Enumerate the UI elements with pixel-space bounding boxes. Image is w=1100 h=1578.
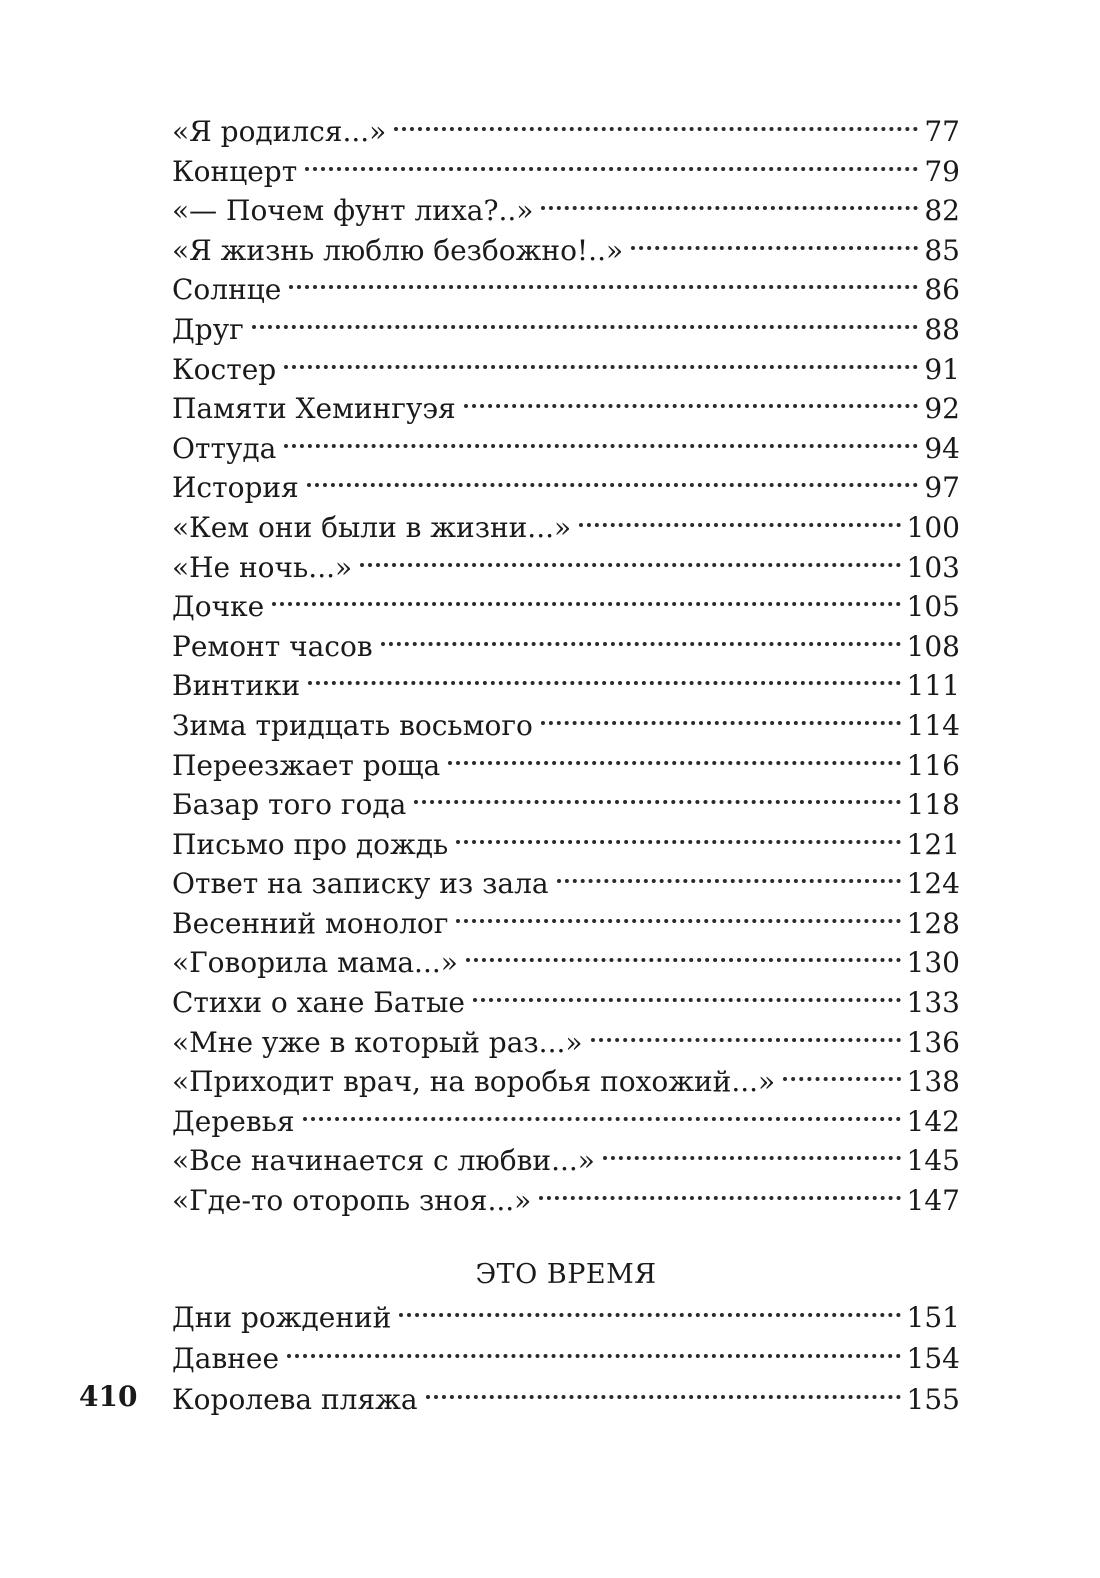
toc-entry-title: «Где-то оторопь зноя...» [172,1184,532,1218]
toc-entry-title: Деревья [172,1104,295,1138]
toc-entry [172,1377,960,1418]
page-number: 410 [79,1380,138,1413]
toc-entry-page: 92 [924,392,960,426]
toc-entry-page: 121 [906,827,960,861]
toc-entry-title: Ремонт часов [172,629,373,663]
toc-entry-title: Базар того года [172,788,407,822]
toc-entry-title: Весенний монолог [172,906,449,940]
toc-entry-page: 114 [906,708,960,742]
toc-entry-page: 133 [906,986,960,1020]
toc-entry-title: «Говорила мама...» [172,946,458,980]
toc-entry-title: «Я родился...» [172,115,387,148]
dot-leader [287,1326,901,1358]
toc-entry-title: Оттуда [172,431,277,465]
toc-entry-title: Солнце [172,273,282,307]
dot-leader [541,693,901,725]
toc-entry-page: 103 [906,550,960,584]
dot-leader [303,1089,901,1121]
section-table-of-contents [172,1295,960,1418]
dot-leader [473,970,901,1002]
dot-leader [308,653,900,685]
toc-entry-page: 118 [906,788,960,822]
toc-entry-page: 100 [906,510,960,544]
table-of-contents [172,109,960,1218]
toc-entry-page: 97 [924,471,960,505]
dot-leader [464,376,919,408]
toc-entry-title: Друг [172,312,244,346]
toc-entry-page: 136 [906,1025,960,1059]
toc-entry-title: Винтики [172,669,301,703]
toc-entry-page: 86 [924,273,960,307]
toc-entry-title: Королева пляжа [172,1383,418,1416]
dot-leader [541,178,918,210]
toc-entry-title: Дочке [172,590,265,624]
toc-entry-title: История [172,471,299,505]
toc-entry-page: 124 [906,867,960,901]
dot-leader [557,851,901,883]
toc-entry-page: 128 [906,906,960,940]
toc-entry-page: 142 [906,1104,960,1138]
toc-entry-title: Памяти Хемингуэя [172,392,456,426]
toc-entry-title: «Все начинается с любви...» [172,1144,595,1178]
dot-leader [426,1367,901,1399]
toc-entry-page: 116 [906,748,960,782]
dot-leader [284,416,918,448]
toc-entry-title: Стихи о хане Батые [172,986,465,1020]
dot-leader [579,495,900,527]
toc-entry-page: 88 [924,312,960,346]
dot-leader [284,337,918,369]
toc-entry-page: 147 [906,1184,960,1218]
toc-entry-title: Зима тридцать восьмого [172,708,533,742]
dot-leader [252,297,919,329]
toc-entry-page: 77 [924,115,960,148]
toc-entry-title: «Кем они были в жизни...» [172,510,572,544]
dot-leader [272,574,900,606]
section-heading: ЭТО ВРЕМЯ [475,1259,657,1290]
toc-entry-title: Ответ на записку из зала [172,867,549,901]
toc-entry-title: «Приходит врач, на воробья похожий...» [172,1065,776,1099]
toc-entry-title: «Не ночь...» [172,550,353,584]
dot-leader [381,614,901,646]
toc-entry-title: Дни рождений [172,1301,392,1334]
dot-leader [783,1049,900,1081]
dot-leader [456,812,900,844]
toc-entry-page: 85 [924,233,960,267]
toc-entry-page: 151 [906,1301,960,1334]
toc-entry-title: Письмо про дождь [172,827,449,861]
toc-entry-title: Костер [172,352,277,386]
toc-entry-page: 108 [906,629,960,663]
dot-leader [603,1128,901,1160]
dot-leader [289,257,918,289]
dot-leader [466,930,901,962]
dot-leader [414,772,900,804]
toc-entry-page: 79 [924,154,960,188]
toc-entry-page: 130 [906,946,960,980]
dot-leader [360,535,900,567]
dot-leader [307,455,919,487]
toc-entry-page: 155 [906,1383,960,1416]
dot-leader [539,1168,900,1200]
dot-leader [394,99,918,131]
dot-leader [305,139,918,171]
dot-leader [631,218,918,250]
dot-leader [591,1010,901,1042]
toc-entry-page: 145 [906,1144,960,1178]
dot-leader [456,891,900,923]
toc-entry-title: «Мне уже в который раз...» [172,1025,583,1059]
toc-entry-title: Концерт [172,154,298,188]
dot-leader [399,1285,900,1317]
toc-entry-page: 111 [906,669,960,703]
toc-entry-page: 82 [924,194,960,228]
toc-entry-page: 105 [906,590,960,624]
toc-entry-page: 138 [906,1065,960,1099]
toc-entry-page: 94 [924,431,960,465]
toc-entry-page: 91 [924,352,960,386]
toc-entry [172,1178,960,1218]
toc-entry-title: «Я жизнь люблю безбожно!..» [172,233,624,267]
toc-entry-title: «— Почем фунт лиха?..» [172,194,534,228]
toc-entry-title: Давнее [172,1342,280,1375]
toc-entry-title: Переезжает роща [172,748,441,782]
dot-leader [448,733,900,765]
toc-entry-page: 154 [906,1342,960,1375]
